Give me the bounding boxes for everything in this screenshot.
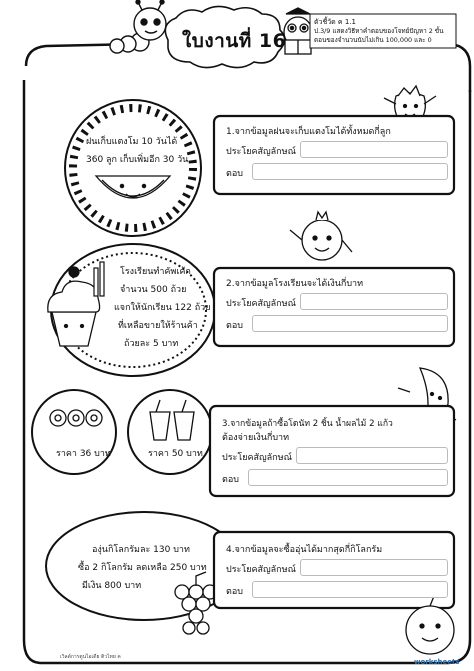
problem2-line3: แจกให้นักเรียน 122 ถ้วย (114, 303, 211, 313)
question1-answer-label: ตอบ (226, 169, 243, 179)
question3-text-line1: 3.จากข้อมูลถ้าซื้อโดนัท 2 ชิ้น น้ำผลไม้ 2 แก้ว (222, 419, 393, 429)
owl-icon (284, 8, 312, 54)
question4-sentence-label: ประโยคสัญลักษณ์ (226, 565, 296, 575)
donut-icon (50, 410, 102, 426)
indicator-label: ตัวชี้วัด ค 1.1 (314, 18, 356, 26)
question2-answer-field[interactable] (252, 315, 448, 332)
pomegranate-icon (290, 212, 352, 260)
problem2-line2: จำนวน 500 ถ้วย (120, 285, 187, 295)
question2-text: 2.จากข้อมูลโรงเรียนจะได้เงินกี่บาท (226, 279, 364, 289)
question4-answer-label: ตอบ (226, 587, 243, 597)
question1-text: 1.จากข้อมูลฝนจะเก็บแตงโมได้ทั้งหมดกี่ลูก (226, 127, 391, 137)
footer-credit: เวิลด์การตูนไอเดีย ติวไทย ค (60, 654, 121, 660)
caterpillar-icon (110, 0, 166, 53)
problem1-line1: ฝนเก็บแตงโม 10 วันได้ (86, 137, 178, 147)
question2-sentence-field[interactable] (300, 293, 448, 310)
question1-sentence-label: ประโยคสัญลักษณ์ (226, 147, 296, 157)
problem2-line4: ที่เหลือขายให้ร้านค้า (118, 321, 198, 331)
question4-answer-field[interactable] (252, 581, 448, 598)
question3-text-line2: ต้องจ่ายเงินกี่บาท (222, 433, 290, 443)
problem1-circle (65, 100, 201, 236)
donut-circle (32, 390, 116, 474)
question2-answer-label: ตอบ (226, 321, 243, 331)
question1-answer-field[interactable] (252, 163, 448, 180)
question3-sentence-field[interactable] (296, 447, 448, 464)
problem2-line1: โรงเรียนทำคัพเค้ก (120, 267, 191, 277)
problem4-line3: มีเงิน 800 บาท (82, 581, 142, 591)
juice-circle (128, 390, 212, 474)
question4-sentence-field[interactable] (300, 559, 448, 576)
watermark-text: worksheets (414, 658, 460, 666)
question2-sentence-label: ประโยคสัญลักษณ์ (226, 299, 296, 309)
question4-text: 4.จากข้อมูลจะซื้ออุ่นได้มากสุดกี่กิโลกรัม (226, 545, 383, 555)
donut-price: ราคา 36 บาท (56, 449, 111, 459)
question1-sentence-field[interactable] (300, 141, 448, 158)
problem2-line5: ถ้วยละ 5 บาท (124, 339, 179, 349)
question3-answer-field[interactable] (248, 469, 448, 486)
question3-sentence-label: ประโยคสัญลักษณ์ (222, 453, 292, 463)
question3-answer-label: ตอบ (222, 475, 239, 485)
indicator-text: ป.3/9 แสดงวิธีหาคำตอบของโจทย์ปัญหา 2 ขั้นตอนของจำนวนนับไม่เกิน 100,000 และ 0 (314, 27, 444, 44)
juice-price: ราคา 50 บาท (148, 449, 203, 459)
problem1-line2: 360 ลูก เก็บเพิ่มอีก 30 วัน (86, 155, 189, 165)
problem4-line2: ซื้อ 2 กิโลกรัม ลดเหลือ 250 บาท (78, 563, 207, 573)
worksheet-title: ใบงานที่ 16 (182, 30, 287, 52)
problem4-line1: องุ่นกิโลกรัมละ 130 บาท (92, 545, 190, 555)
